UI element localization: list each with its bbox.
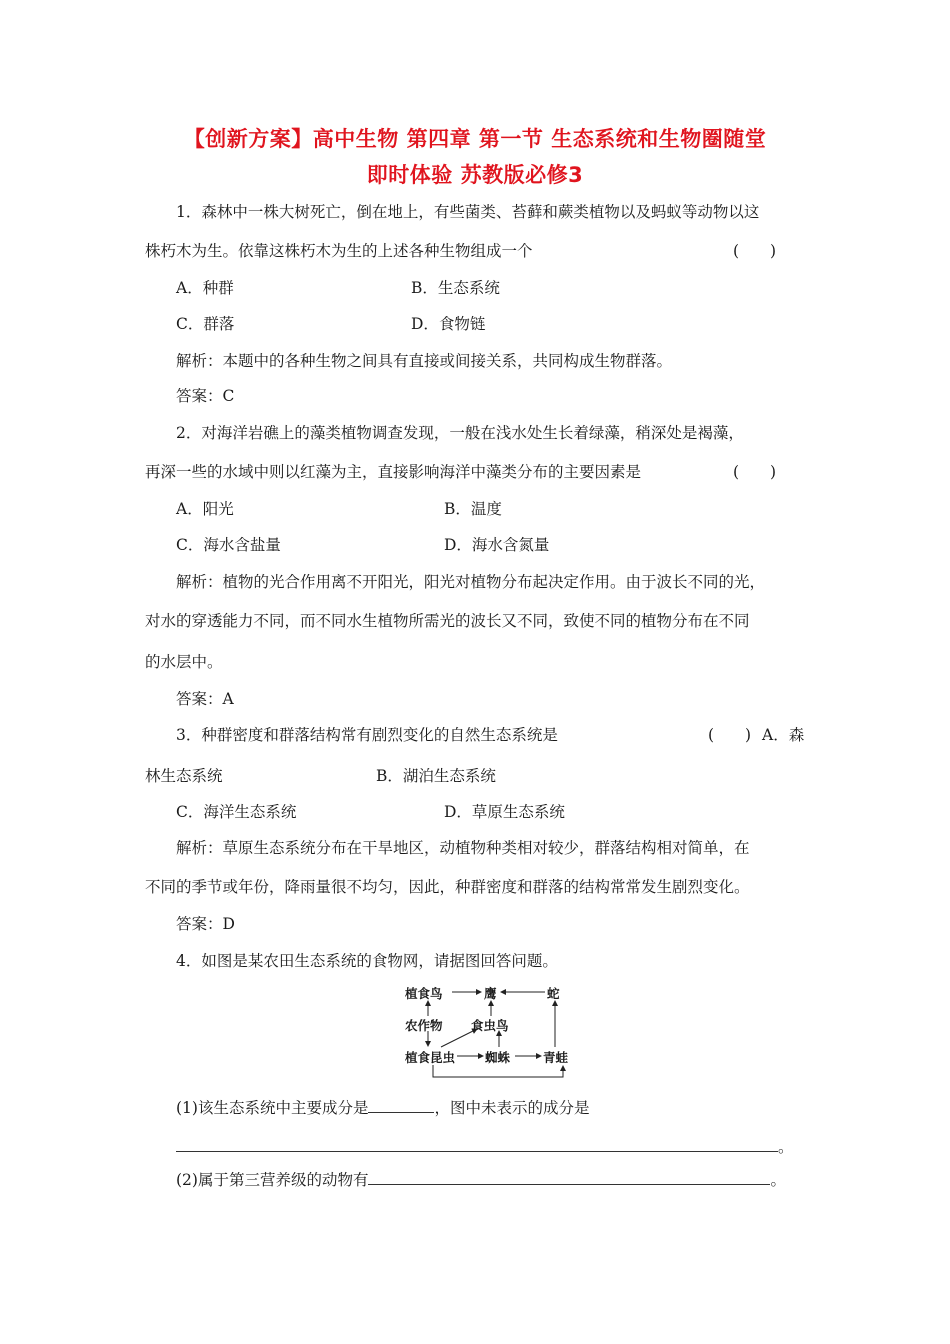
node-spider: 蜘蛛 — [485, 1050, 511, 1065]
node-herbivore-bird: 植食鸟 — [405, 986, 443, 1001]
q4-sub1 — [176, 1096, 589, 1118]
q2-option-c: C．海水含盐量 — [176, 536, 281, 554]
q4-sub1-blank-2[interactable] — [176, 1135, 778, 1152]
q4-sub1-blank-1[interactable] — [368, 1096, 434, 1113]
food-web-diagram — [405, 983, 585, 1083]
q3-option-a-tail: 林生态系统 — [145, 767, 223, 785]
q4-stem: 4．如图是某农田生态系统的食物网，请据图回答问题。 — [176, 952, 558, 970]
q1-answer: 答案：C — [176, 387, 235, 405]
q1-option-c: C．群落 — [176, 315, 235, 333]
title-line-2: 即时体验 苏教版必修3 — [366, 163, 584, 187]
q2-option-a: A．阳光 — [176, 500, 234, 518]
q3-analysis-1: 解析：草原生态系统分布在干旱地区，动植物种类相对较少，群落结构相对简单，在 — [176, 839, 750, 857]
q1-option-d: D．食物链 — [411, 315, 486, 333]
q3-option-d: D．草原生态系统 — [444, 803, 565, 821]
q3-option-c: C．海洋生态系统 — [176, 803, 297, 821]
q1-analysis: 解析：本题中的各种生物之间具有直接或间接关系，共同构成生物群落。 — [176, 352, 673, 370]
q4-sub2-text: (2)属于第三营养级的动物有 — [176, 1171, 369, 1189]
q4-sub1-period: 。 — [778, 1138, 794, 1156]
q2-analysis-2: 对水的穿透能力不同，而不同水生植物所需光的波长又不同，致使不同的植物分布在不同 — [145, 612, 750, 630]
node-crop: 农作物 — [405, 1018, 443, 1033]
q1-stem-2: 株朽木为生。依靠这株朽木为生的上述各种生物组成一个 — [145, 242, 533, 260]
q2-stem-2: 再深一些的水域中则以红藻为主，直接影响海洋中藻类分布的主要因素是 — [145, 463, 642, 481]
q4-sub1-text-b: ，图中未表示的成分是 — [434, 1099, 590, 1117]
q2-option-b: B．温度 — [444, 500, 502, 518]
q4-sub1-text-a: (1)该生态系统中主要成分是 — [176, 1099, 369, 1117]
q3-analysis-2: 不同的季节或年份，降雨量很不均匀，因此，种群密度和群落的结构常常发生剧烈变化。 — [145, 878, 750, 896]
q3-option-a-head: A．森 — [762, 726, 805, 744]
q1-paren: ( ) — [733, 242, 777, 260]
q4-sub2-period: 。 — [770, 1171, 786, 1189]
q2-stem-1: 2．对海洋岩礁上的藻类植物调查发现，一般在浅水处生长着绿藻，稍深处是褐藻， — [176, 424, 744, 442]
q2-analysis-1: 解析：植物的光合作用离不开阳光，阳光对植物分布起决定作用。由于波长不同的光， — [176, 573, 766, 591]
node-snake: 蛇 — [547, 986, 560, 1001]
q3-option-b: B．湖泊生态系统 — [376, 767, 496, 785]
q4-sub2-blank[interactable] — [368, 1168, 770, 1185]
q2-answer: 答案：A — [176, 690, 234, 708]
q3-stem: 3．种群密度和群落结构常有剧烈变化的自然生态系统是 — [176, 726, 558, 744]
q1-option-a: A．种群 — [176, 279, 234, 297]
node-frog: 青蛙 — [543, 1050, 569, 1065]
q2-option-d: D．海水含氮量 — [444, 536, 550, 554]
q3-answer: 答案：D — [176, 915, 235, 933]
q4-sub1-line-2 — [176, 1135, 794, 1157]
title-line-1: 【创新方案】高中生物 第四章 第一节 生态系统和生物圈随堂 — [183, 127, 767, 151]
node-insect-bird: 食虫鸟 — [471, 1018, 509, 1033]
q1-stem-1: 1．森林中一株大树死亡，倒在地上，有些菌类、苔藓和蕨类植物以及蚂蚁等动物以这 — [176, 203, 760, 221]
q1-option-b: B．生态系统 — [411, 279, 500, 297]
node-herbivore-insect: 植食昆虫 — [405, 1050, 456, 1065]
q4-sub2 — [176, 1168, 786, 1190]
q3-paren: ( ) — [708, 726, 752, 744]
q2-paren: ( ) — [733, 463, 777, 481]
node-eagle: 鹰 — [484, 986, 497, 1001]
q2-analysis-3: 的水层中。 — [145, 653, 223, 671]
